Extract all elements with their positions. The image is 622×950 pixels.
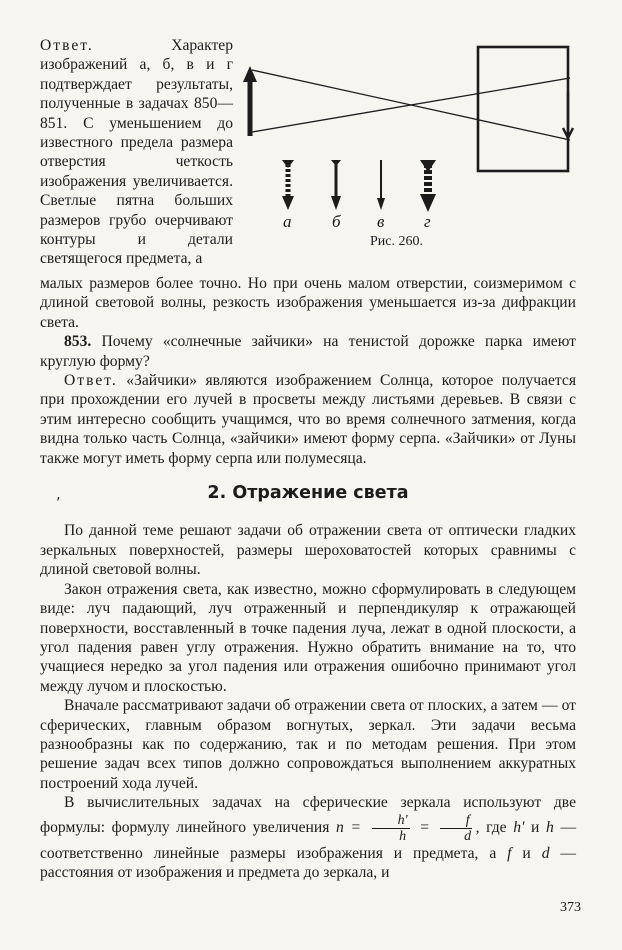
figure-260 xyxy=(240,36,576,276)
fraction-h-denominator: h xyxy=(399,828,407,844)
image-v xyxy=(377,160,385,210)
symbol-h: h xyxy=(546,818,554,836)
p4-comma-gde: , где xyxy=(475,818,507,836)
page-number: 373 xyxy=(560,900,581,915)
symbol-f: f xyxy=(507,844,512,862)
p4-end: — расстояния от изображения и предмета до зеркала, и xyxy=(40,844,576,881)
symbol-h-prime: h' xyxy=(513,818,525,836)
p4-and-2: и xyxy=(522,844,531,862)
p4-and-1: и xyxy=(531,818,540,836)
answer-text: Характер изображений а, б, в и г подтверждает результаты, полученные в задачах 850—851. С уменьшением до известного предела размера отверстия четкость изображения увеличивается. Светлые пятна больших размеров грубо очерчивают контуры и детали светящегося предмета, а xyxy=(40,37,233,268)
fraction-f-denominator: d xyxy=(464,828,472,844)
p4-start: В вычислительных задачах на сферические зеркала используют две формулы: формулу линейного увеличения xyxy=(40,794,576,836)
paragraph-4 xyxy=(40,793,576,882)
image-a xyxy=(282,160,294,210)
fraction-h xyxy=(372,813,410,844)
image-arrow xyxy=(563,92,573,138)
book-page xyxy=(40,36,576,882)
figure-label-g: г xyxy=(424,212,431,231)
image-b xyxy=(331,160,341,210)
problem-853-question xyxy=(40,332,576,371)
answer-label: Ответ. xyxy=(64,372,118,390)
formula-n: n = xyxy=(336,818,361,836)
problem-853-answer xyxy=(40,371,576,468)
p4-mid: — соответственно линейные размеры изображения и предмета, а xyxy=(40,818,577,862)
pinhole-diagram xyxy=(240,36,576,236)
question-text: Почему «солнечные зайчики» на тенистой дорожке парка имеют круглую форму? xyxy=(40,333,576,370)
section-title xyxy=(40,484,576,503)
problem-number: 853. xyxy=(64,333,92,351)
camera-box xyxy=(478,47,568,171)
intro-answer xyxy=(40,36,233,269)
intro-continuation: малых размеров более точно. Но при очень малом отверстии, соизмеримом с длиной световой волны, резкость изображения уменьшается из-за дифракции света. xyxy=(40,275,576,331)
paragraph-2: Закон отражения света, как известно, можно сформулировать в следующем виде: луч падающий, луч отраженный и перпендикуляр к отражающей поверхности, восставленный в точке падения луча, лежат в одной плоскости, а угол падения равен углу отражения. Нужно обратить внимание на то, что учащиеся нередко за угол падения или отражения ошибочно принимают угол между лучом и плоскостью. xyxy=(40,580,576,695)
pinhole-images xyxy=(282,160,436,212)
intro-block xyxy=(40,36,576,276)
paragraph-3: Вначале рассматривают задачи об отражении света от плоских, а затем — от сферических, главным образом вогнутых, зеркал. Эти задачи весьма разнообразны как по содержанию, так и по методам решения. При этом решение задач всех типов должно сопровождаться выполнением аккуратных построений хода лучей. xyxy=(40,697,576,792)
object-arrow xyxy=(243,66,257,136)
answer-text: «Зайчики» являются изображением Солнца, которое получается при прохождении его лучей в просветы между листьями деревьев. В связи с этим интересно сообщить учащимся, что во время солнечного затмения, когда видна только часть Солнца, «зайчики» имеют форму серпа. «Зайчики» от Луны также могут иметь форму серпа или полумесяца. xyxy=(40,372,576,467)
paragraph-1: По данной теме решают задачи об отражении света от оптически гладких зеркальных поверхностей, размеры шероховатостей которых сравнимы с длиной световой волны. xyxy=(40,522,576,579)
answer-label: Ответ. xyxy=(40,37,94,54)
fraction-h-numerator: h' xyxy=(372,813,410,829)
figure-caption: Рис. 260. xyxy=(370,234,423,249)
figure-label-b: б xyxy=(332,212,341,231)
formula-equals: = xyxy=(420,818,430,836)
margin-mark: ‚ xyxy=(56,487,61,504)
image-g xyxy=(420,160,436,212)
fraction-f-numerator: f xyxy=(440,813,472,829)
section-title-text: 2. Отражение света xyxy=(207,483,409,504)
figure-label-a: а xyxy=(283,212,292,231)
symbol-d: d xyxy=(541,844,550,862)
fraction-f xyxy=(440,813,472,844)
figure-label-v: в xyxy=(377,212,385,231)
ray-bottom xyxy=(252,78,570,132)
